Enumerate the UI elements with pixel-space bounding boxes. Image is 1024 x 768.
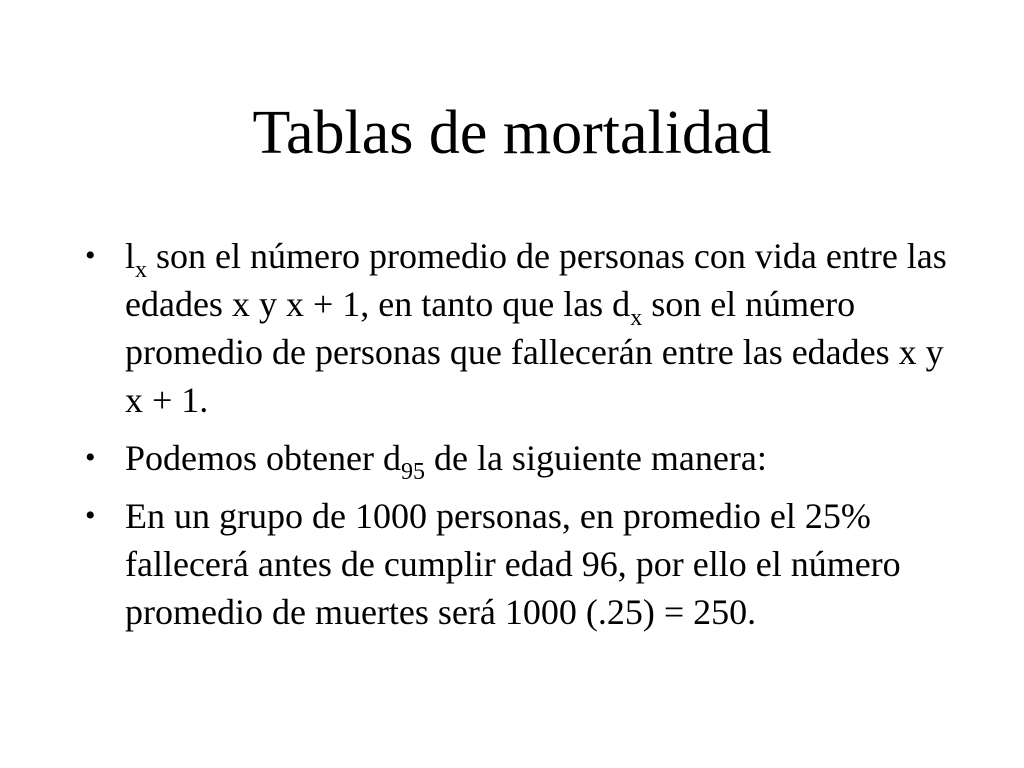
bullet-item-obtain-d95	[82, 434, 962, 485]
bullet-point-icon: •	[85, 239, 96, 272]
slide-title: Tablas de mortalidad	[252, 99, 772, 167]
bullet-list	[82, 232, 962, 646]
bullet-text-part: de la siguiente manera:	[424, 438, 767, 478]
bullet-point-icon: •	[85, 499, 96, 532]
bullet-text-part: l	[125, 236, 136, 276]
bullet-text: En un grupo de 1000 personas, en promedio el 25% fallecerá antes de cumplir edad 96, por ello el número promedio de muertes será 1000 (.25) = 250.	[125, 496, 901, 632]
bullet-item-lx-definition	[82, 232, 962, 424]
subscript: x	[630, 305, 643, 331]
subscript: x	[135, 257, 148, 283]
bullet-point-icon: •	[85, 441, 96, 474]
bullet-text-part: son el número promedio de personas con vida entre las edades x y x + 1, en tanto que las d	[125, 236, 947, 324]
bullet-item-example	[82, 492, 962, 636]
bullet-text-part: son el número promedio de personas que fallecerán entre las edades x y x + 1.	[125, 284, 944, 420]
bullet-text-part: Podemos obtener d	[125, 438, 401, 478]
subscript: 95	[400, 459, 425, 485]
